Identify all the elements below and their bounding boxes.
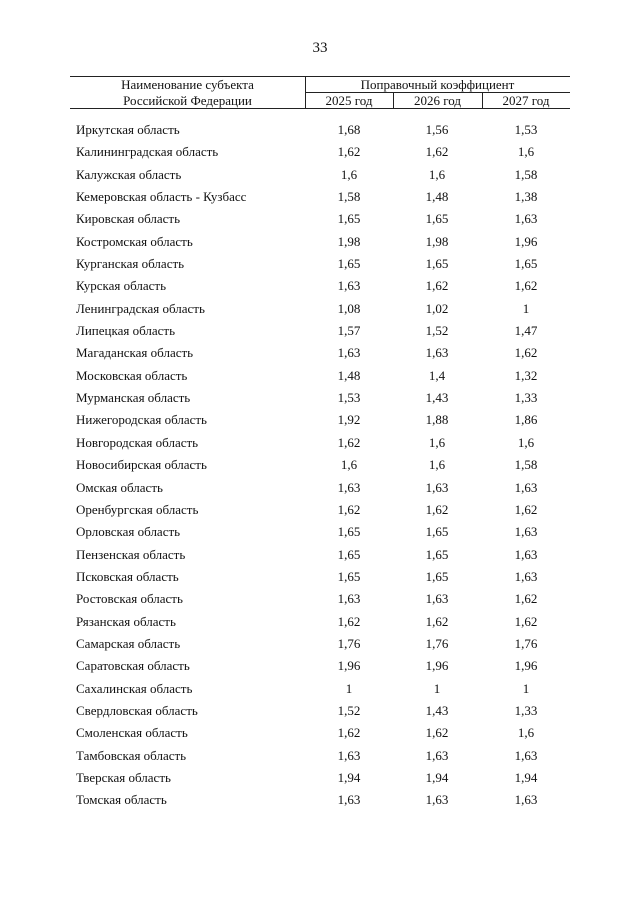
coefficient-2027: 1,53 (514, 122, 538, 137)
coefficient-2027: 1,63 (514, 568, 538, 584)
region-name: Курская область (76, 278, 167, 294)
region-name: Калининградская область (76, 144, 219, 160)
column-header-2027: 2027 год (502, 93, 550, 108)
coefficient-2026: 1 (433, 680, 441, 696)
coefficient-2025: 1,94 (337, 769, 361, 785)
region-name: Новгородская область (76, 434, 199, 450)
coefficient-2027: 1,58 (514, 457, 538, 473)
region-name: Кемеровская область - Кузбасс (76, 189, 247, 205)
region-name: Саратовская область (76, 658, 190, 674)
coefficient-2027: 1,58 (514, 166, 538, 182)
coefficient-2027: 1 (522, 680, 530, 696)
coefficient-2025: 1,53 (337, 390, 361, 406)
coefficient-2025: 1,63 (337, 591, 361, 607)
coefficient-2027: 1,63 (514, 479, 538, 495)
region-name: Псковская область (76, 568, 179, 584)
coefficient-2026: 1,52 (425, 323, 449, 339)
coefficient-2026: 1,6 (428, 434, 446, 450)
coefficient-2027: 1 (522, 300, 530, 316)
coefficient-2025: 1,62 (337, 501, 361, 517)
coefficient-2026: 1,63 (425, 792, 449, 808)
coefficient-2026: 1,43 (425, 390, 449, 406)
coefficient-2025: 1,63 (337, 747, 361, 763)
coefficient-2026: 1,6 (428, 166, 446, 182)
region-name: Костромская область (76, 233, 193, 249)
coefficient-2025: 1,08 (337, 300, 361, 316)
coefficient-2026: 1,63 (425, 479, 449, 495)
coefficient-2026: 1,94 (425, 769, 449, 785)
coefficient-2027: 1,47 (514, 323, 538, 339)
coefficient-2027: 1,62 (514, 591, 538, 607)
coefficient-2027: 1,76 (514, 635, 538, 651)
coefficient-2025: 1,62 (337, 613, 361, 629)
coefficient-2027: 1,33 (514, 390, 538, 406)
coefficient-2025: 1,62 (337, 725, 361, 741)
table-row (0, 611, 640, 633)
coefficient-2026: 1,62 (425, 725, 449, 741)
table-row (0, 320, 640, 342)
region-name: Самарская область (76, 635, 181, 651)
table-row (0, 231, 640, 253)
coefficient-2027: 1,6 (517, 725, 535, 741)
region-name: Рязанская область (76, 613, 176, 629)
coefficient-2025: 1,65 (337, 211, 361, 227)
coefficient-2027: 1,62 (514, 278, 538, 294)
coefficient-2027: 1,86 (514, 412, 538, 428)
region-name: Московская область (76, 367, 188, 383)
table-row (0, 722, 640, 744)
region-name: Липецкая область (76, 323, 176, 339)
table-row (0, 253, 640, 275)
table-row (0, 119, 640, 141)
region-name: Калужская область (76, 166, 182, 182)
coefficient-2027: 1,33 (514, 702, 538, 718)
coefficient-2027: 1,63 (514, 546, 538, 562)
coefficient-2026: 1,65 (425, 546, 449, 562)
coefficient-2025: 1,96 (337, 658, 361, 674)
coefficient-2027: 1,38 (514, 189, 538, 205)
region-name: Томская область (76, 792, 167, 808)
region-name: Оренбургская область (76, 501, 199, 517)
region-name: Орловская область (76, 524, 181, 540)
column-header-2026: 2026 год (414, 93, 461, 108)
coefficient-2026: 1,65 (425, 256, 449, 272)
coefficient-2025: 1,58 (337, 189, 361, 205)
region-name: Магаданская область (76, 345, 194, 361)
table-row (0, 365, 640, 387)
table-row (0, 477, 640, 499)
coefficient-2025: 1,68 (337, 122, 361, 137)
coefficient-2027: 1,63 (514, 524, 538, 540)
table-row (0, 633, 640, 655)
coefficient-2026: 1,96 (425, 658, 449, 674)
coefficient-2026: 1,65 (425, 568, 449, 584)
coefficient-2027: 1,65 (514, 256, 538, 272)
region-name: Ростовская область (76, 591, 183, 607)
column-header-region-line2: Российской Федерации (123, 93, 252, 108)
table-row (0, 745, 640, 767)
page-number: 33 (312, 40, 328, 56)
coefficient-2027: 1,62 (514, 345, 538, 361)
coefficient-2027: 1,62 (514, 613, 538, 629)
coefficient-2027: 1,63 (514, 792, 538, 808)
table-row (0, 432, 640, 454)
table-row (0, 409, 640, 431)
coefficient-2026: 1,63 (425, 747, 449, 763)
coefficient-2027: 1,62 (514, 501, 538, 517)
column-header-region-line1: Наименование субъекта (121, 77, 254, 92)
coefficient-2025: 1,65 (337, 546, 361, 562)
coefficient-2026: 1,4 (428, 367, 446, 383)
coefficient-2025: 1,65 (337, 524, 361, 540)
coefficient-2026: 1,62 (425, 613, 449, 629)
coefficient-2025: 1,63 (337, 278, 361, 294)
table-row (0, 275, 640, 297)
coefficient-2026: 1,02 (425, 300, 449, 316)
table-row (0, 767, 640, 789)
coefficient-2025: 1,62 (337, 434, 361, 450)
coefficient-2026: 1,6 (428, 457, 446, 473)
table-row (0, 141, 640, 163)
region-name: Тамбовская область (76, 747, 187, 763)
coefficient-2026: 1,65 (425, 211, 449, 227)
coefficient-2027: 1,6 (517, 144, 535, 160)
table-row (0, 342, 640, 364)
region-name: Тверская область (76, 769, 171, 785)
table-row (0, 521, 640, 543)
coefficient-2025: 1,92 (337, 412, 361, 428)
region-name: Нижегородская область (76, 412, 207, 428)
region-name: Кировская область (76, 211, 181, 227)
region-name: Ленинградская область (76, 300, 205, 316)
coefficient-2027: 1,63 (514, 211, 538, 227)
table-row (0, 454, 640, 476)
coefficient-2026: 1,62 (425, 501, 449, 517)
region-name: Иркутская область (76, 122, 180, 137)
region-name: Омская область (76, 479, 163, 495)
coefficient-2026: 1,62 (425, 278, 449, 294)
coefficient-2026: 1,98 (425, 233, 449, 249)
coefficient-2026: 1,62 (425, 144, 449, 160)
coefficient-2025: 1 (345, 680, 353, 696)
coefficient-2025: 1,52 (337, 702, 361, 718)
coefficient-2027: 1,63 (514, 747, 538, 763)
table-body (0, 119, 640, 812)
coefficient-2026: 1,88 (425, 412, 449, 428)
coefficient-2026: 1,56 (425, 122, 449, 137)
table-row (0, 789, 640, 811)
region-name: Пензенская область (76, 546, 186, 562)
coefficient-2025: 1,76 (337, 635, 361, 651)
region-name: Мурманская область (76, 390, 191, 406)
coefficient-2026: 1,76 (425, 635, 449, 651)
region-name: Свердловская область (76, 702, 198, 718)
table-row (0, 678, 640, 700)
coefficient-2025: 1,48 (337, 367, 361, 383)
table-row (0, 208, 640, 230)
table-row (0, 499, 640, 521)
column-header-coefficient: Поправочный коэффициент (360, 77, 515, 92)
table-row (0, 387, 640, 409)
coefficient-2027: 1,96 (514, 233, 538, 249)
table-row (0, 164, 640, 186)
region-name: Смоленская область (76, 725, 188, 741)
coefficient-2026: 1,43 (425, 702, 449, 718)
coefficient-2026: 1,48 (425, 189, 449, 205)
column-header-2025: 2025 год (325, 93, 373, 108)
coefficient-2025: 1,6 (340, 457, 358, 473)
coefficient-2027: 1,6 (517, 434, 535, 450)
table-row (0, 700, 640, 722)
region-name: Курганская область (76, 256, 185, 272)
table-row (0, 298, 640, 320)
coefficient-2025: 1,63 (337, 479, 361, 495)
region-name: Сахалинская область (76, 680, 193, 696)
coefficient-2027: 1,96 (514, 658, 538, 674)
coefficient-2026: 1,63 (425, 591, 449, 607)
coefficient-2026: 1,63 (425, 345, 449, 361)
coefficient-2025: 1,65 (337, 568, 361, 584)
coefficient-2025: 1,98 (337, 233, 361, 249)
coefficient-2025: 1,63 (337, 792, 361, 808)
coefficient-2026: 1,65 (425, 524, 449, 540)
table-row (0, 544, 640, 566)
coefficient-2025: 1,62 (337, 144, 361, 160)
region-name: Новосибирская область (76, 457, 207, 473)
table-row (0, 588, 640, 610)
coefficient-2025: 1,6 (340, 166, 358, 182)
coefficient-2027: 1,94 (514, 769, 538, 785)
coefficient-2025: 1,63 (337, 345, 361, 361)
table-row (0, 655, 640, 677)
table-row (0, 186, 640, 208)
coefficient-2027: 1,32 (514, 367, 538, 383)
coefficient-2025: 1,57 (337, 323, 361, 339)
table-row (0, 566, 640, 588)
coefficient-2025: 1,65 (337, 256, 361, 272)
